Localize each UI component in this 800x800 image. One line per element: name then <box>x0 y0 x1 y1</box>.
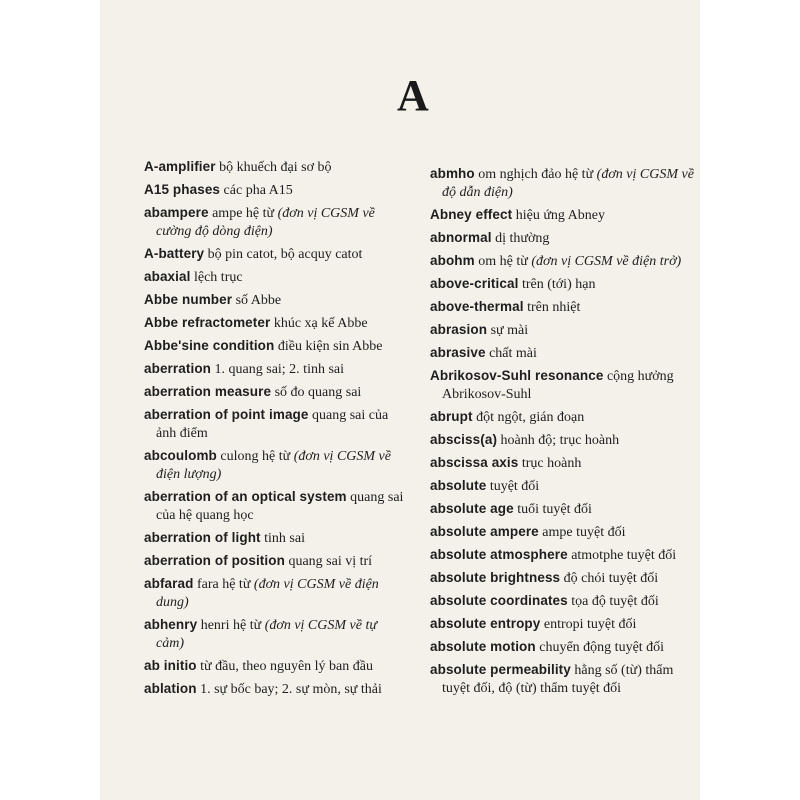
entry-definition: hằng số (từ) thẩm tuyệt đối, độ (từ) thẩm tuyệt đối <box>442 663 674 696</box>
dictionary-entry <box>430 367 698 404</box>
entry-definition: culong hệ từ (đơn vị CGSM về điện lượng) <box>156 449 391 482</box>
entry-term: abaxial <box>144 269 191 284</box>
entry-term: absolute entropy <box>430 616 541 631</box>
dictionary-entry <box>144 680 406 699</box>
entry-term: Abbe refractometer <box>144 315 271 330</box>
dictionary-entry <box>144 314 406 333</box>
entry-definition: độ chói tuyệt đối <box>563 571 659 586</box>
entry-term: abscissa axis <box>430 455 519 470</box>
dictionary-page <box>100 0 700 800</box>
entry-term: absolute ampere <box>430 524 539 539</box>
dictionary-entry <box>430 454 698 473</box>
entry-term: abfarad <box>144 576 194 591</box>
dictionary-entry <box>430 615 698 634</box>
dictionary-entry <box>430 638 698 657</box>
entry-term: aberration of point image <box>144 407 309 422</box>
dictionary-entry <box>144 383 406 402</box>
dictionary-entry <box>144 616 406 653</box>
dictionary-entry <box>144 291 406 310</box>
entry-definition: bộ khuếch đại sơ bộ <box>219 160 332 175</box>
entry-definition: điều kiện sin Abbe <box>277 339 383 354</box>
entry-term: aberration <box>144 361 212 376</box>
dictionary-entry <box>144 406 406 443</box>
entry-term: A-battery <box>144 246 205 261</box>
dictionary-entry <box>430 275 698 294</box>
dictionary-entry <box>430 206 698 225</box>
entry-term: abhenry <box>144 617 198 632</box>
left-column <box>144 158 406 703</box>
entry-term: Abbe number <box>144 292 233 307</box>
dictionary-entry <box>430 477 698 496</box>
right-column <box>430 165 698 702</box>
entry-term: absolute age <box>430 501 514 516</box>
entry-term: ab initio <box>144 658 197 673</box>
entry-definition: bộ pin catot, bộ acquy catot <box>207 247 363 262</box>
entry-definition: quang sai của ảnh điểm <box>156 408 389 441</box>
dictionary-entry <box>430 298 698 317</box>
dictionary-entry <box>430 321 698 340</box>
entry-term: absolute motion <box>430 639 536 654</box>
entry-definition: 1. sự bốc bay; 2. sự mòn, sự thải <box>200 682 382 697</box>
entry-definition: số đo quang sai <box>274 385 362 400</box>
dictionary-entry <box>144 337 406 356</box>
entry-term: above-critical <box>430 276 519 291</box>
dictionary-entry <box>144 181 406 200</box>
dictionary-entry <box>144 552 406 571</box>
dictionary-entry <box>430 431 698 450</box>
entry-definition: số Abbe <box>235 293 282 308</box>
entry-term: abrupt <box>430 409 473 424</box>
entry-definition: từ đầu, theo nguyên lý ban đầu <box>200 659 373 674</box>
entry-definition: tọa độ tuyệt đối <box>571 594 659 609</box>
entry-term: Abrikosov-Suhl resonance <box>430 368 604 383</box>
entry-term: absolute <box>430 478 487 493</box>
entry-term: abampere <box>144 205 209 220</box>
dictionary-entry <box>430 165 698 202</box>
dictionary-entry <box>430 229 698 248</box>
entry-term: aberration of light <box>144 530 261 545</box>
entry-term: absolute atmosphere <box>430 547 568 562</box>
entry-definition: quang sai của hệ quang học <box>156 490 404 523</box>
entry-definition: entropi tuyệt đối <box>543 617 637 632</box>
dictionary-entry <box>430 252 698 271</box>
entry-definition: trên (tới) hạn <box>521 277 596 292</box>
entry-definition: hoành độ; trục hoành <box>500 433 620 448</box>
dictionary-entry <box>430 546 698 565</box>
entry-term: aberration measure <box>144 384 272 399</box>
dictionary-entry <box>430 500 698 519</box>
dictionary-entry <box>144 360 406 379</box>
entry-definition: henri hệ từ (đơn vị CGSM về tự cảm) <box>156 618 377 651</box>
dictionary-entry <box>430 592 698 611</box>
entry-definition: các pha A15 <box>223 183 293 198</box>
entry-definition: om nghịch đảo hệ từ (đơn vị CGSM về độ dẫn điện) <box>442 167 694 200</box>
entry-term: aberration of an optical system <box>144 489 347 504</box>
entry-term: abmho <box>430 166 475 181</box>
entry-definition: cộng hưởng Abrikosov-Suhl <box>442 369 674 402</box>
entry-definition: lệch trục <box>193 270 243 285</box>
entry-term: above-thermal <box>430 299 524 314</box>
entry-term: abnormal <box>430 230 492 245</box>
entry-term: abohm <box>430 253 475 268</box>
entry-term: aberration of position <box>144 553 285 568</box>
entry-definition: atmotphe tuyệt đối <box>571 548 677 563</box>
dictionary-entry <box>144 158 406 177</box>
dictionary-entry <box>144 529 406 548</box>
dictionary-entry <box>144 488 406 525</box>
entry-definition: chuyển động tuyệt đối <box>539 640 665 655</box>
entry-definition: tuổi tuyệt đối <box>517 502 592 517</box>
dictionary-entry <box>144 268 406 287</box>
entry-term: abcoulomb <box>144 448 217 463</box>
entry-definition: 1. quang sai; 2. tinh sai <box>214 362 345 377</box>
entry-definition: ampe hệ từ (đơn vị CGSM về cường độ dòng điện) <box>156 206 375 239</box>
dictionary-entry <box>144 575 406 612</box>
dictionary-entry <box>144 657 406 676</box>
entry-term: abrasion <box>430 322 488 337</box>
entry-term: absolute coordinates <box>430 593 568 608</box>
dictionary-entry <box>144 245 406 264</box>
dictionary-entry <box>430 661 698 698</box>
entry-definition: chất mài <box>489 346 537 361</box>
entry-definition: khúc xạ kế Abbe <box>273 316 368 331</box>
dictionary-entry <box>430 344 698 363</box>
entry-definition: trên nhiệt <box>527 300 581 315</box>
entry-term: Abney effect <box>430 207 513 222</box>
entry-term: A-amplifier <box>144 159 216 174</box>
entry-definition: om hệ từ (đơn vị CGSM về điện trở) <box>478 254 682 269</box>
entry-term: A15 phases <box>144 182 221 197</box>
entry-definition: hiệu ứng Abney <box>515 208 605 223</box>
entry-definition: fara hệ từ (đơn vị CGSM về điện dung) <box>156 577 379 610</box>
entry-definition: sự mài <box>490 323 529 338</box>
dictionary-entry <box>430 569 698 588</box>
entry-definition: tuyệt đối <box>489 479 540 494</box>
dictionary-entry <box>144 204 406 241</box>
entry-definition: ampe tuyệt đối <box>542 525 626 540</box>
entry-definition: tinh sai <box>264 531 305 546</box>
dictionary-entry <box>430 408 698 427</box>
entry-definition: trục hoành <box>521 456 582 471</box>
section-letter: A <box>397 71 429 120</box>
entry-term: absolute brightness <box>430 570 561 585</box>
entry-definition: quang sai vị trí <box>288 554 373 569</box>
dictionary-entry <box>144 447 406 484</box>
entry-term: absciss(a) <box>430 432 498 447</box>
entry-term: absolute permeability <box>430 662 571 677</box>
entry-term: Abbe'sine condition <box>144 338 275 353</box>
dictionary-entry <box>430 523 698 542</box>
entry-definition: đột ngột, gián đoạn <box>476 410 585 425</box>
entry-term: abrasive <box>430 345 486 360</box>
entry-term: ablation <box>144 681 197 696</box>
entry-definition: dị thường <box>495 231 550 246</box>
